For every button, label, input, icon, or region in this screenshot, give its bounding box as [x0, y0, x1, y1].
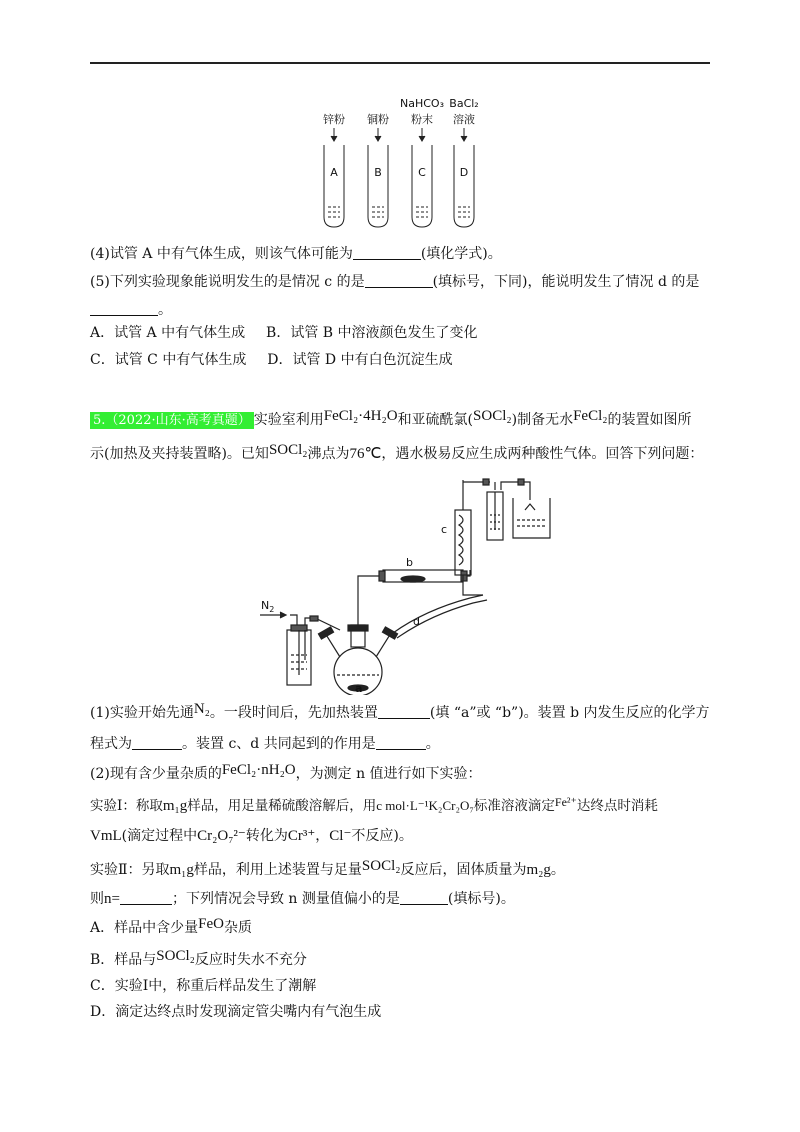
- tube-label-b: B: [374, 166, 382, 179]
- exp1-line1: 实验Ⅰ：称取m₁g样品，用足量稀硫酸溶解后，用c mol·L⁻¹K₂Cr₂O₇标准溶液滴定Fe²⁺达终点时消耗: [90, 795, 658, 814]
- question-5-line2: 。: [90, 300, 172, 320]
- answer-blank-5d[interactable]: [90, 301, 158, 316]
- source-tag: 5.（2022·山东·高考真题）: [90, 412, 254, 429]
- label-zinc: 锌粉: [323, 113, 345, 126]
- q1-line1: (1)实验开始先通N₂。一段时间后，先加热装置 (填 “a”或 “b”)。装置 b 内发生反应的化学方: [90, 701, 710, 721]
- label-nahco3-word: 粉末: [411, 113, 433, 126]
- q2-line: (2)现有含少量杂质的FeCl₂·nH₂O，为测定 n 值进行如下实验：: [90, 762, 482, 782]
- label-n2: $N_2$: [261, 599, 275, 614]
- option-c: C．试管 C 中有气体生成: [90, 352, 247, 368]
- option2-d: D．滴定达终点时发现滴定管尖嘴内有气泡生成: [90, 1004, 382, 1020]
- problem-5-line2: 示(加热及夹持装置略)。已知SOCl₂沸点为76℃，遇水极易反应生成两种酸性气体。回答下列问题：: [90, 442, 704, 462]
- answer-blank-n[interactable]: [120, 890, 172, 905]
- label-nahco3-formula: NaHCO₃: [400, 97, 444, 110]
- answer-blank-4[interactable]: [353, 245, 421, 260]
- option-b: B．试管 B 中溶液颜色发生了变化: [266, 325, 478, 341]
- apparatus-figure: [255, 470, 575, 695]
- label-bacl2-word: 溶液: [453, 113, 475, 126]
- answer-blank-5c[interactable]: [365, 273, 433, 288]
- option-d: D．试管 D 中有白色沉淀生成: [267, 352, 453, 368]
- answer-blank-q1-equation[interactable]: [132, 735, 182, 750]
- tube-label-c: C: [418, 166, 426, 179]
- header-rule: [90, 62, 710, 64]
- answer-blank-q1-role[interactable]: [376, 735, 426, 750]
- exp2-line: 实验Ⅱ：另取m₁g样品，利用上述装置与足量SOCl₂反应后，固体质量为m₂g。: [90, 858, 565, 878]
- question-5-line1: (5)下列实验现象能说明发生的是情况 c 的是 (填标号，下同)，能说明发生了情况 d 的是: [90, 274, 700, 290]
- answer-blank-q1-device[interactable]: [378, 704, 430, 719]
- exp1-line2: VmL(滴定过程中Cr₂O₇²⁻转化为Cr³⁺，Cl⁻不反应)。: [90, 828, 413, 844]
- q3-line: 则n= ；下列情况会导致 n 测量值偏小的是 (填标号)。: [90, 891, 515, 907]
- q1-line2: 程式为 。装置 c、d 共同起到的作用是 。: [90, 736, 440, 752]
- question-4: (4)试管 A 中有气体生成，则该气体可能为 (填化学式)。: [90, 246, 502, 262]
- answer-blank-q3[interactable]: [400, 890, 448, 905]
- tube-label-d: D: [459, 166, 469, 179]
- option2-b: B．样品与SOCl₂反应时失水不充分: [90, 948, 307, 968]
- problem-5-line1: 5.（2022·山东·高考真题） 实验室利用FeCl₂·4H₂O和亚硫酰氯(SOCl₂)制备无水FeCl₂的装置如图所: [90, 410, 691, 431]
- tube-label-a: A: [330, 166, 338, 179]
- option2-c: C．实验Ⅰ中，称重后样品发生了潮解: [90, 978, 317, 994]
- label-b: b: [406, 556, 413, 569]
- label-bacl2-formula: BaCl₂: [449, 97, 479, 110]
- label-copper: 铜粉: [367, 113, 389, 126]
- options-row-2: [90, 350, 453, 370]
- option2-a: A．样品中含少量FeO杂质: [90, 916, 252, 936]
- options-row-1: [90, 323, 478, 343]
- option-a: A．试管 A 中有气体生成: [90, 325, 246, 341]
- label-d: d: [413, 615, 420, 628]
- label-c: c: [441, 523, 448, 536]
- label-a: a: [355, 682, 363, 695]
- test-tube-figure: [300, 95, 500, 235]
